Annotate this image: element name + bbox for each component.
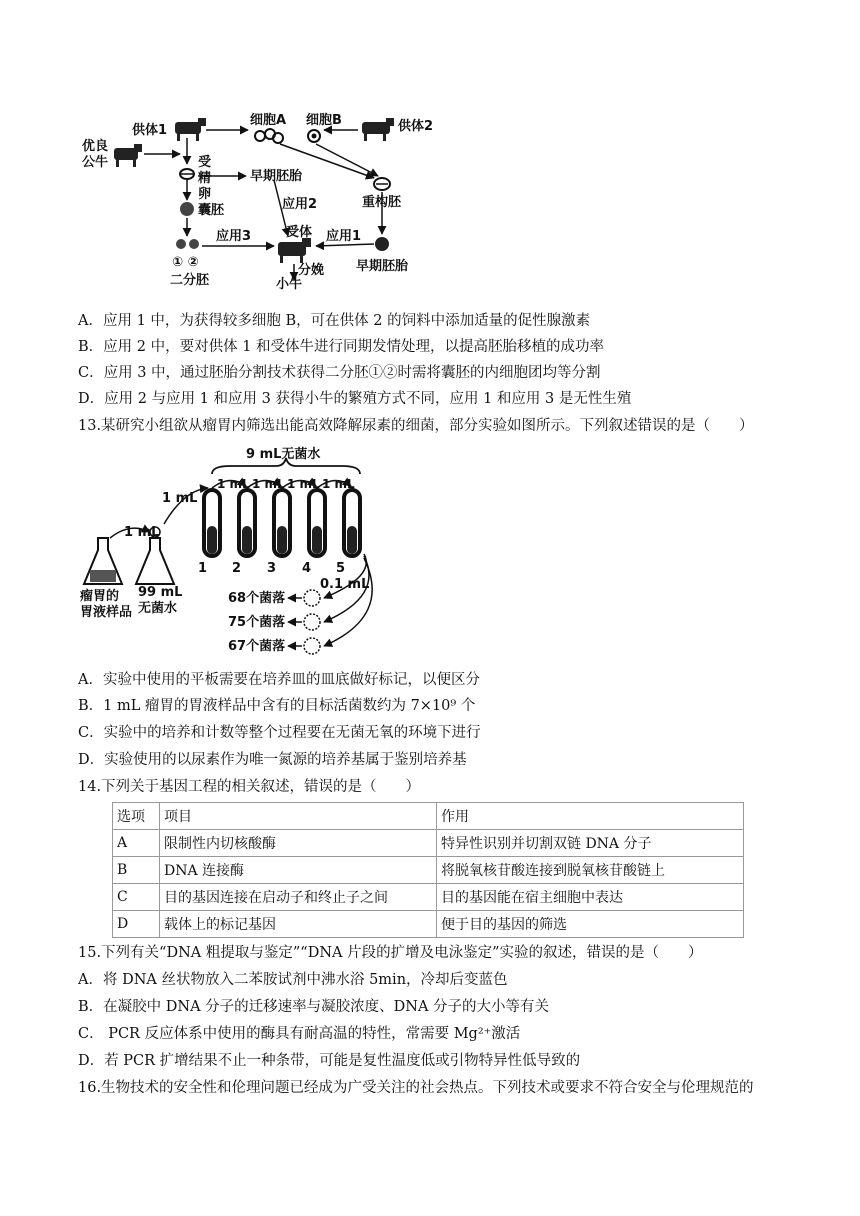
cell-a-icon xyxy=(255,129,283,143)
q14-options-table xyxy=(112,802,744,938)
egg-label-2: 精 xyxy=(198,171,212,186)
table-cell: 限制性内切核酸酶 xyxy=(160,830,437,857)
bull-icon xyxy=(114,144,142,167)
sample-flask-icon xyxy=(84,538,122,584)
table-row xyxy=(113,911,744,938)
tube-number-5: 5 xyxy=(336,561,346,576)
q16-stem: 16.生物技术的安全性和伦理问题已经成为广受关注的社会热点。下列技术或要求不符合安全与伦理规范的 xyxy=(78,1080,754,1096)
app1-label: 应用1 xyxy=(326,229,362,244)
plating-arrows xyxy=(288,554,372,646)
table-cell: 目的基因能在宿主细胞中表达 xyxy=(437,884,744,911)
egg-label-1: 受 xyxy=(198,155,212,170)
water9-label: 9 mL无菌水 xyxy=(246,447,321,462)
colony-count-2: 75个菌落 xyxy=(228,615,286,630)
table-cell: B xyxy=(113,857,160,884)
donor1-cow-icon xyxy=(175,118,206,141)
tube-transfer-label-2: 1 mL xyxy=(252,477,285,491)
reconstructed-embryo-icon xyxy=(374,178,390,190)
q13-option-d: D．实验使用的以尿素作为唯一氮源的培养基属于鉴别培养基 xyxy=(78,752,467,768)
table-cell: C xyxy=(113,884,160,911)
bull-label-1: 优良 xyxy=(82,139,109,154)
bull-label-2: 公牛 xyxy=(82,155,109,170)
q12-option-a: A．应用 1 中，为获得较多细胞 B，可在供体 2 的饲料中添加适量的促性腺激素 xyxy=(78,313,591,329)
donor2-label: 供体2 xyxy=(398,119,434,134)
early-embryo-top-label: 早期胚胎 xyxy=(250,169,303,184)
twin-marks: ① ② xyxy=(172,255,199,270)
early-embryo-bottom-label: 早期胚胎 xyxy=(356,259,409,274)
q13-option-b: B．1 mL 瘤胃的胃液样品中含有的目标活菌数约为 7×10⁹ 个 xyxy=(78,698,476,714)
cell-b-icon xyxy=(308,130,320,142)
table-cell: D xyxy=(113,911,160,938)
fertilized-egg-icon xyxy=(180,169,194,179)
table-cell: 目的基因连接在启动子和终止子之间 xyxy=(160,884,437,911)
early-embryo-bottom-icon xyxy=(375,237,389,251)
q13-option-c: C．实验中的培养和计数等整个过程要在无菌无氧的环境下进行 xyxy=(78,725,481,741)
flask1-label-1: 瘤胃的 xyxy=(80,589,120,604)
cell-a-label: 细胞A xyxy=(250,113,287,128)
colony-count-3: 67个菌落 xyxy=(228,639,286,654)
reconstructed-label: 重构胚 xyxy=(362,195,402,210)
blastocyst-label: 囊胚 xyxy=(198,203,225,218)
culture-plates xyxy=(304,590,320,654)
tube-transfer-label-3: 1 mL xyxy=(287,477,320,491)
test-tubes xyxy=(204,490,360,556)
tube-number-4: 4 xyxy=(302,561,312,576)
table-row xyxy=(113,884,744,911)
q13-stem: 13.某研究小组欲从瘤胃内筛选出能高效降解尿素的细菌，部分实验如图所示。下列叙述错误的是（ ） xyxy=(78,418,754,434)
table-header-cell: 选项 xyxy=(113,803,160,830)
table-header-row xyxy=(113,803,744,830)
q12-option-d: D．应用 2 与应用 1 和应用 3 获得小牛的繁殖方式不同，应用 1 和应用 3 是无性生殖 xyxy=(78,391,632,407)
cell-b-label: 细胞B xyxy=(306,113,342,128)
q15-option-d: D．若 PCR 扩增结果不止一种条带，可能是复性温度低或引物特异性低导致的 xyxy=(78,1053,581,1069)
flask2-label-1: 99 mL xyxy=(138,585,183,600)
table-cell: 载体上的标记基因 xyxy=(160,911,437,938)
embryo-engineering-diagram xyxy=(80,108,440,290)
egg-label-3: 卵 xyxy=(198,187,212,202)
calf-label: 小牛 xyxy=(276,277,303,290)
q14-stem: 14.下列关于基因工程的相关叙述，错误的是（ ） xyxy=(78,779,421,795)
flask2-label-2: 无菌水 xyxy=(138,601,178,616)
table-cell: DNA 连接酶 xyxy=(160,857,437,884)
tube-number-2: 2 xyxy=(232,561,242,576)
table-row xyxy=(113,857,744,884)
serial-dilution-diagram xyxy=(80,446,480,656)
q15-option-a: A．将 DNA 丝状物放入二苯胺试剂中沸水浴 5min，冷却后变蓝色 xyxy=(78,972,508,988)
table-cell: 便于目的基因的筛选 xyxy=(437,911,744,938)
table-cell: 将脱氧核苷酸连接到脱氧核苷酸链上 xyxy=(437,857,744,884)
tube-number-1: 1 xyxy=(198,561,208,576)
table-cell: 特异性识别并切割双链 DNA 分子 xyxy=(437,830,744,857)
flask-transfer-label: 1 mL xyxy=(124,525,160,540)
q15-stem: 15.下列有关“DNA 粗提取与鉴定”“DNA 片段的扩增及电泳鉴定”实验的叙述，错误的是（ ） xyxy=(78,945,703,961)
table-header-cell: 项目 xyxy=(160,803,437,830)
table-cell: A xyxy=(113,830,160,857)
donor2-cow-icon xyxy=(362,118,394,141)
table-row xyxy=(113,830,744,857)
q12-option-c: C．应用 3 中，通过胚胎分割技术获得二分胚①②时需将囊胚的内细胞团均等分割 xyxy=(78,365,601,381)
app2-label: 应用2 xyxy=(282,197,318,212)
tube-transfer-label-1: 1 mL xyxy=(217,477,250,491)
plating-volume-label: 0.1 mL xyxy=(320,577,370,592)
table-header-cell: 作用 xyxy=(437,803,744,830)
q15-option-c: C． PCR 反应体系中使用的酶具有耐高温的特性，常需要 Mg²⁺激活 xyxy=(78,1026,521,1042)
q13-option-a: A．实验中使用的平板需要在培养皿的皿底做好标记，以便区分 xyxy=(78,672,480,688)
twin-embryo-label: 二分胚 xyxy=(170,273,210,288)
twin-embryo-icon xyxy=(176,239,199,249)
q15-option-b: B．在凝胶中 DNA 分子的迁移速率与凝胶浓度、DNA 分子的大小等有关 xyxy=(78,999,550,1015)
flask1-label-2: 胃液样品 xyxy=(80,605,133,620)
tube-number-3: 3 xyxy=(267,561,277,576)
flask-to-tube-label: 1 mL xyxy=(162,491,198,506)
birth-label: 分娩 xyxy=(298,263,325,278)
recipient-cow-icon xyxy=(278,238,311,263)
recipient-label: 受体 xyxy=(286,225,313,240)
donor1-label: 供体1 xyxy=(132,123,168,138)
q12-option-b: B．应用 2 中，要对供体 1 和受体牛进行同期发情处理，以提高胚胎移植的成功率 xyxy=(78,339,605,355)
app3-label: 应用3 xyxy=(216,229,252,244)
tube-transfer-label-4: 1 mL xyxy=(322,477,355,491)
blastocyst-icon xyxy=(180,202,194,216)
colony-count-1: 68个菌落 xyxy=(228,591,286,606)
